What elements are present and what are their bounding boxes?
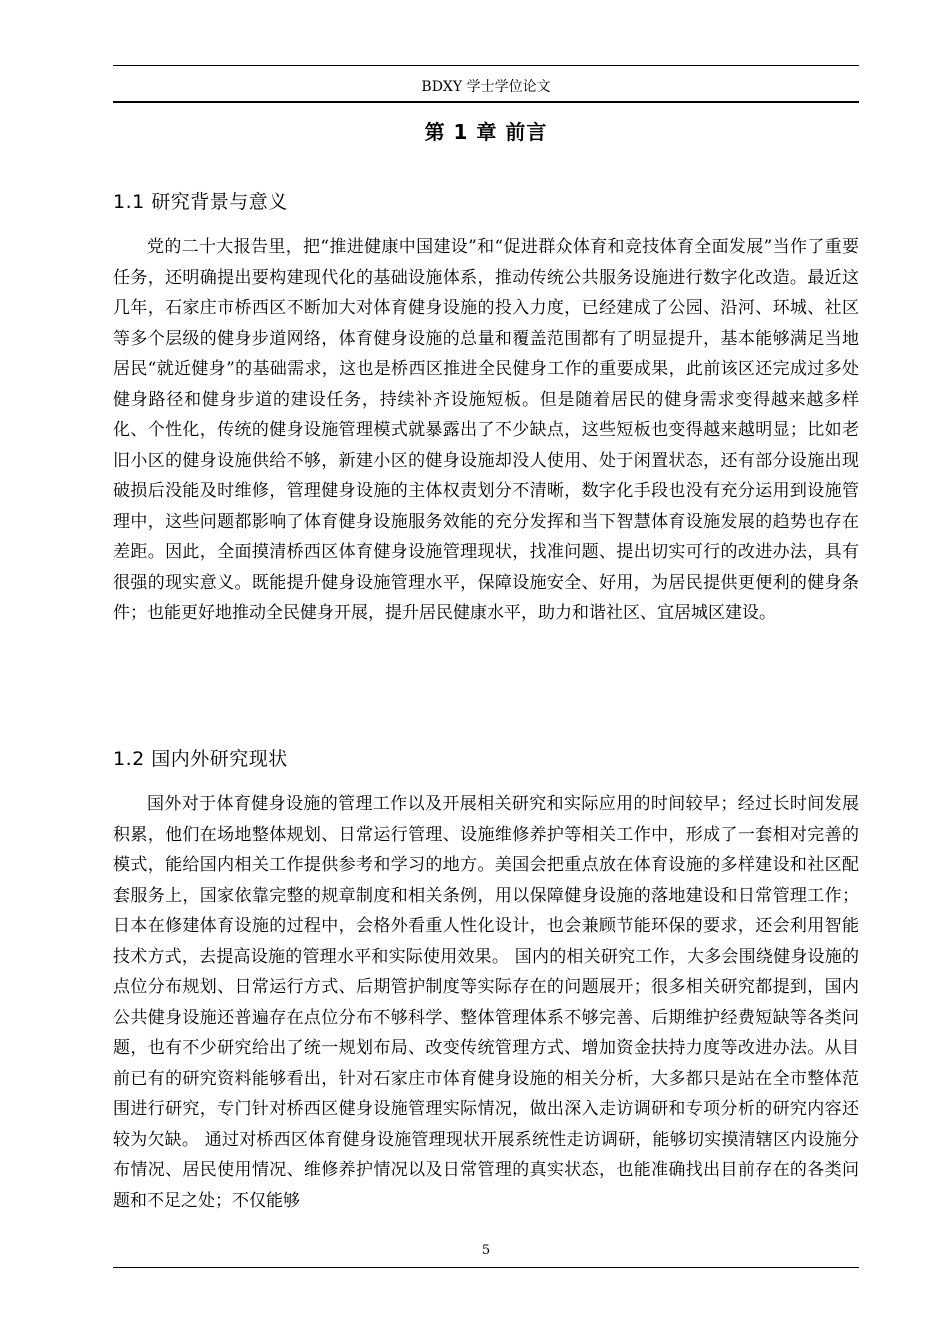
section-heading-1-2: 1.2 国内外研究现状	[113, 748, 288, 770]
header-rule-top	[113, 65, 859, 66]
section-1-1-paragraph: 党的二十大报告里，把“推进健康中国建设”和“促进群众体育和竞技体育全面发展”当作了重要任务，还明确提出要构建现代化的基础设施体系，推动传统公共服务设施进行数字化改造。最近这几年，石家庄市桥西区不断加大对体育健身设施的投入力度，已经建成了公园、沿河、环城、社区等多个层级的健身步道网络，体育健身设施的总量和覆盖范围都有了明显提升，基本能够满足当地居民“就近健身”的基础需求，这也是桥西区推进全民健身工作的重要成果，此前该区还完成过多处健身路径和健身步道的建设任务，持续补齐设施短板。但是随着居民的健身需求变得越来越多样化、个性化，传统的健身设施管理模式就暴露出了不少缺点，这些短板也变得越来越明显；比如老旧小区的健身设施供给不够，新建小区的健身设施却没人使用、处于闲置状态，还有部分设施出现破损后没能及时维修，管理健身设施的主体权责划分不清晰，数字化手段也没有充分运用到设施管理中，这些问题都影响了体育健身设施服务效能的充分发挥和当下智慧体育设施发展的趋势也存在差距。因此，全面摸清桥西区体育健身设施管理现状，找准问题、提出切实可行的改进办法，具有很强的现实意义。既能提升健身设施管理水平，保障设施安全、好用，为居民提供更便利的健身条件；也能更好地推动全民健身开展，提升居民健康水平，助力和谐社区、宜居城区建设。	[113, 237, 859, 623]
footer-rule	[113, 1267, 859, 1268]
header-rule-bottom	[113, 101, 859, 103]
section-1-2-paragraph: 国外对于体育健身设施的管理工作以及开展相关研究和实际应用的时间较早；经过长时间发展积累，他们在场地整体规划、日常运行管理、设施维修养护等相关工作中，形成了一套相对完善的模式，能给国内相关工作提供参考和学习的地方。美国会把重点放在体育设施的多样建设和社区配套服务上，国家依靠完整的规章制度和相关条例，用以保障健身设施的落地建设和日常管理工作；日本在修建体育设施的过程中，会格外看重人性化设计，也会兼顾节能环保的要求，还会利用智能技术方式，去提高设施的管理水平和实际使用效果。 国内的相关研究工作，大多会围绕健身设施的点位分布规划、日常运行方式、后期管护制度等实际存在的问题展开；很多相关研究都提到，国内公共健身设施还普遍存在点位分布不够科学、整体管理体系不够完善、后期维护经费短缺等各类问题，也有不少研究给出了统一规划布局、改变传统管理方式、增加资金扶持力度等改进办法。从目前已有的研究资料能够看出，针对石家庄市体育健身设施的相关分析，大多都只是站在全市整体范围进行研究，专门针对桥西区健身设施管理实际情况，做出深入走访调研和专项分析的研究内容还较为欠缺。 通过对桥西区体育健身设施管理现状开展系统性走访调研，能够切实摸清辖区内设施分布情况、居民使用情况、维修养护情况以及日常管理的真实状态，也能准确找出目前存在的各类问题和不足之处；不仅能够	[113, 794, 859, 1211]
section-heading-1-1: 1.1 研究背景与意义	[113, 191, 288, 213]
running-header: BDXY 学士学位论文	[421, 79, 551, 95]
page-number: 5	[481, 1243, 491, 1258]
chapter-title: 第 1 章 前言	[424, 120, 548, 144]
